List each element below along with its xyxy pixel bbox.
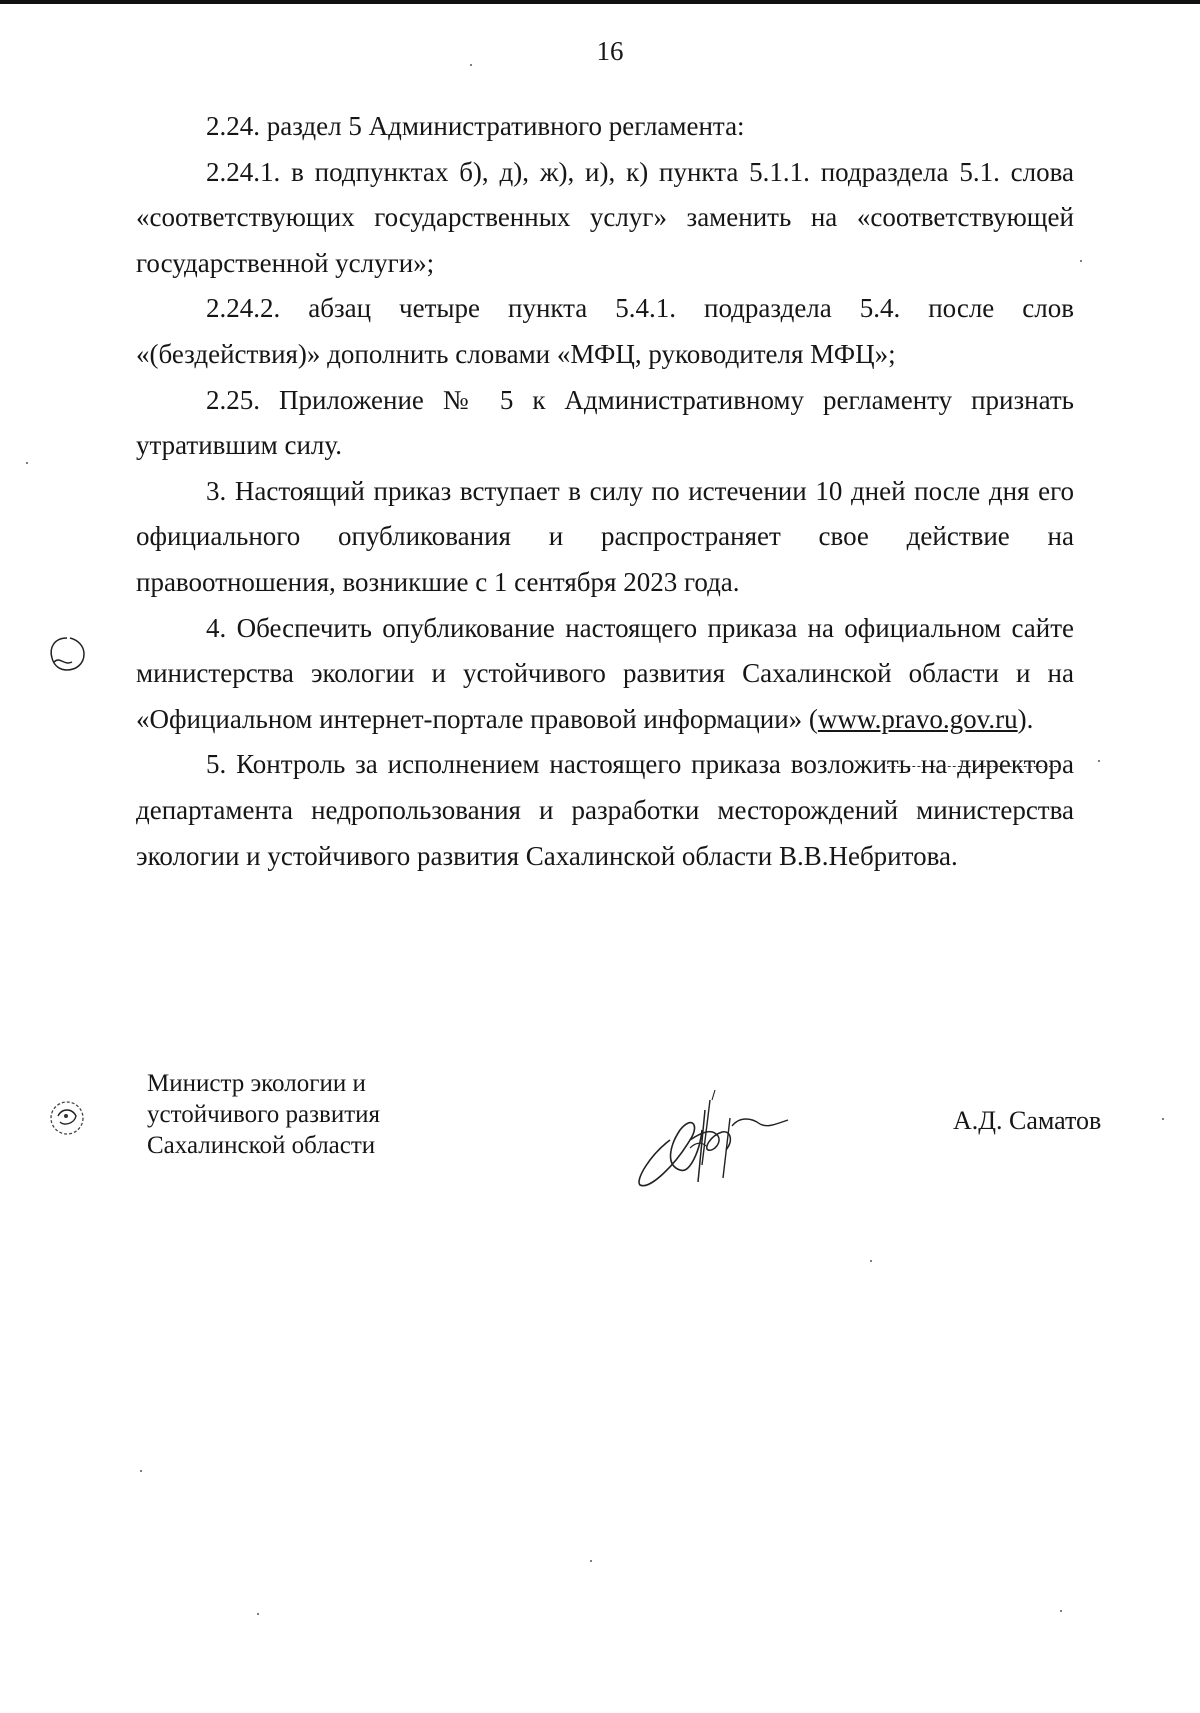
- paragraph-5-line-4: В.В.Небритова.: [778, 840, 958, 871]
- website-link-wrapper: (www.pravo.gov.ru).: [808, 703, 1034, 734]
- scan-speck: [1162, 1118, 1164, 1120]
- signatory-name: А.Д. Саматов: [953, 1106, 1102, 1135]
- scan-speck: [140, 1470, 142, 1472]
- scan-speck: [1060, 1610, 1062, 1612]
- handwritten-signature: [630, 1070, 810, 1190]
- signatory-title-line-2: устойчивого развития: [147, 1101, 380, 1128]
- paragraph-4: [136, 606, 1074, 743]
- scan-top-edge: [0, 0, 1200, 4]
- paragraph-3: 3. Настоящий приказ вступает в силу по истечении 10 дней после дня его официального опубликования и распространяет свое действие на правоотношения, возникшие с 1 сентября 2023 года.: [136, 475, 1074, 597]
- scan-speck: [590, 1560, 592, 1562]
- paragraph-5-line-2: директора департамента недропользования и разработки месторождений: [136, 749, 1075, 825]
- paragraph-5: [136, 742, 1074, 879]
- document-body: [136, 104, 1074, 879]
- paragraph-2-25: 2.25. Приложение № 5 к Административному регламенту признать утратившим силу.: [136, 384, 1074, 461]
- scan-speck: [257, 1613, 259, 1615]
- hole-punch-mark: [44, 1096, 90, 1142]
- paragraph-4-text: 4. Обеспечить опубликование настоящего приказа на официальном сайте министерства экологии и устойчивого развития Сахалинской области и на «Официальном интернет-портале правовой информации»: [136, 612, 1074, 734]
- paragraph-4-closing: ).: [1017, 703, 1034, 734]
- page-number: 16: [596, 36, 624, 66]
- hole-punch-mark: [44, 632, 90, 678]
- signatory-title: [147, 1068, 380, 1161]
- paragraph-2-24: 2.24. раздел 5 Административного регламента:: [206, 111, 745, 141]
- scan-speck: [1098, 760, 1100, 762]
- scan-dashed-line: [887, 766, 1057, 767]
- scan-speck: [870, 1260, 872, 1262]
- paragraph-2-24-1: 2.24.1. в подпунктах б), д), ж), и), к) пункта 5.1.1. подраздела 5.1. слова «соответствующих государственных услуг» заменить на «соответствующей государственной услуги»;: [136, 156, 1074, 278]
- scan-speck: [470, 64, 472, 66]
- scan-speck: [26, 462, 28, 464]
- paragraph-5-line-3: министерства экологии и устойчивого развития Сахалинской области: [136, 794, 1074, 871]
- signatory-title-line-3: Сахалинской области: [147, 1132, 376, 1159]
- website-link[interactable]: www.pravo.gov.ru: [817, 703, 1018, 734]
- signatory-title-line-1: Министр экологии и: [147, 1070, 366, 1097]
- paragraph-2-24-2: 2.24.2. абзац четыре пункта 5.4.1. подраздела 5.4. после слов «(бездействия)» дополнить словами «МФЦ, руководителя МФЦ»;: [136, 293, 1074, 369]
- paragraph-5-line-1: 5. Контроль за исполнением настоящего приказа возложить на: [206, 749, 948, 780]
- scan-speck: [1080, 260, 1082, 262]
